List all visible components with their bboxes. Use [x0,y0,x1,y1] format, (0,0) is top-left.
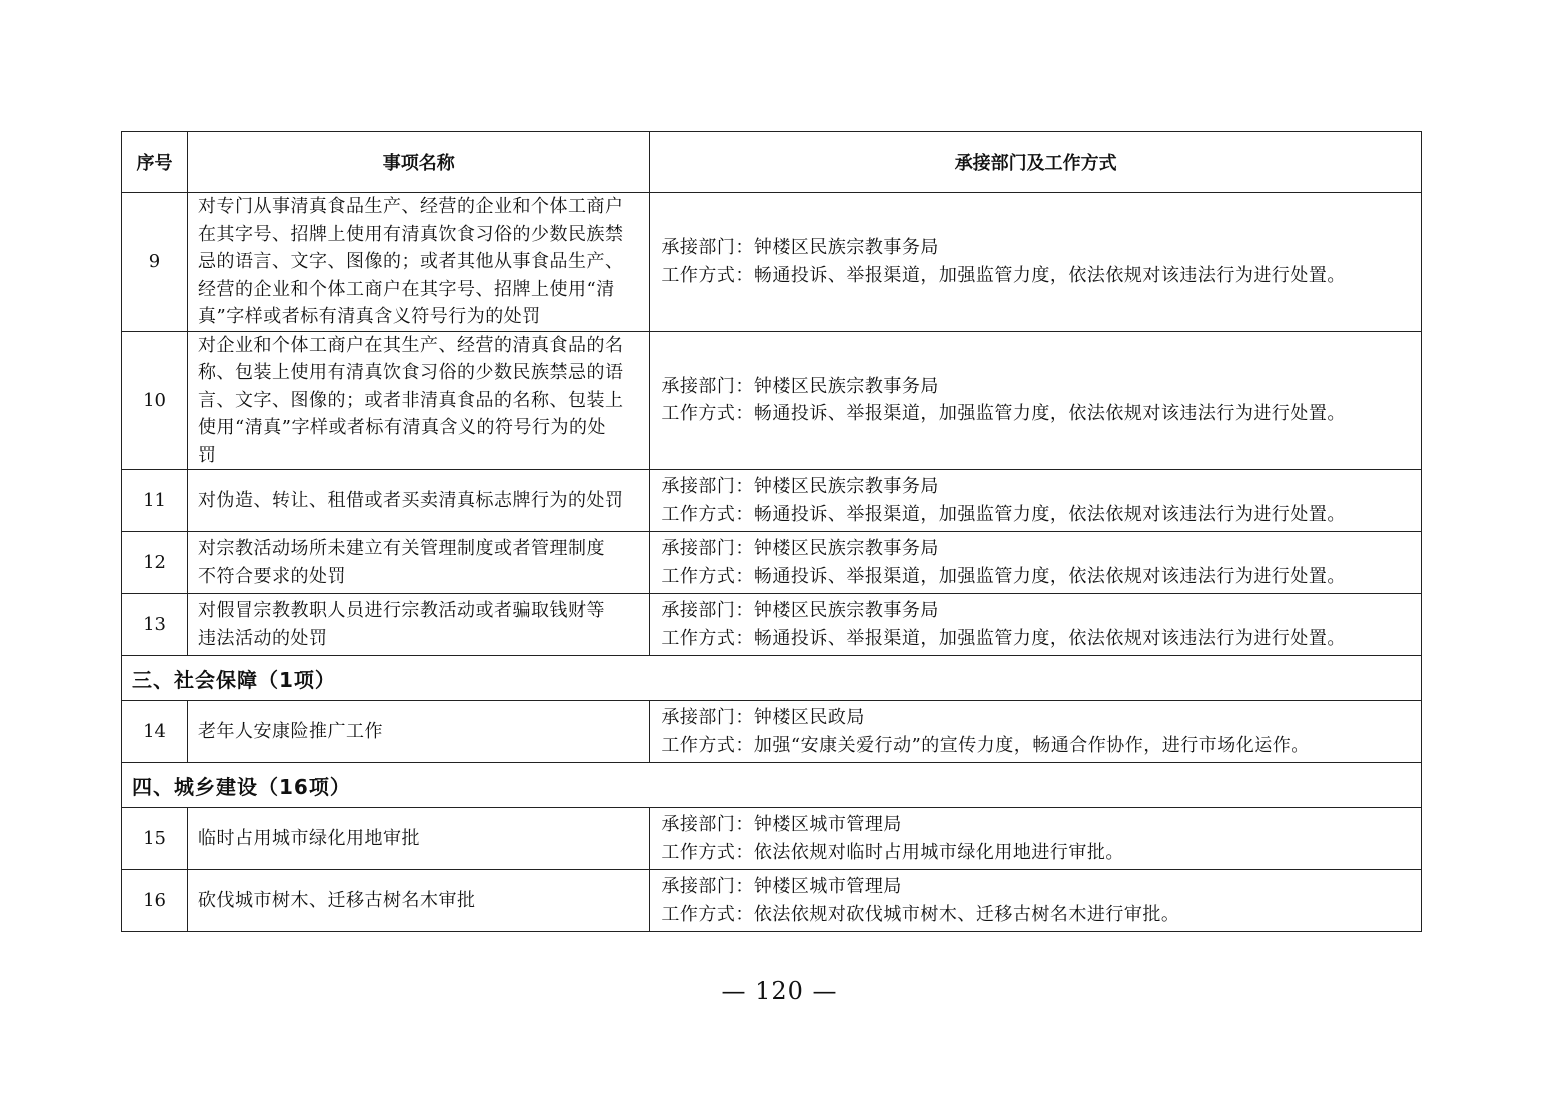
table-row [122,331,1422,470]
row-number: 16 [122,870,188,932]
method-text: 工作方式：畅通投诉、举报渠道，加强监管力度，依法依规对该违法行为进行处置。 [661,264,1346,286]
department-method [650,331,1422,470]
item-line: 忌的语言、文字、图像的；或者其他从事食品生产、 [198,251,624,272]
item-line: 对伪造、转让、租借或者买卖清真标志牌行为的处罚 [198,489,624,511]
table-row [122,532,1422,594]
item-line: 在其字号、招牌上使用有清真饮食习俗的少数民族禁 [198,223,624,245]
table-row [122,594,1422,656]
item-line: 罚 [198,444,217,466]
item-name [188,331,650,470]
department-method [650,808,1422,870]
item-line: 称、包装上使用有清真饮食习俗的少数民族禁忌的语 [198,362,624,383]
item-line: 临时占用城市绿化用地审批 [198,827,421,849]
method-text: 工作方式：依法依规对砍伐城市树木、迁移古树名木进行审批。 [661,903,1180,925]
item-line: 不符合要求的处罚 [198,565,347,587]
department-text: 承接部门：钟楼区民族宗教事务局 [661,237,939,259]
item-line: 经营的企业和个体工商户在其字号、招牌上使用“清 [198,278,615,300]
header-serial-number: 序号 [122,132,188,193]
item-name [188,193,650,332]
department-method [650,193,1422,332]
section-header-row [122,656,1422,701]
item-name [188,701,650,763]
section-header-row [122,763,1422,808]
department-text: 承接部门：钟楼区民族宗教事务局 [661,375,939,397]
section-title-urban-rural: 四、城乡建设（16项） [122,763,1422,808]
table-row [122,470,1422,532]
method-text: 工作方式：加强“安康关爱行动”的宣传力度，畅通合作协作，进行市场化运作。 [661,734,1310,756]
item-line: 违法活动的处罚 [198,627,328,649]
item-name [188,870,650,932]
item-name [188,808,650,870]
department-text: 承接部门：钟楼区城市管理局 [661,876,902,897]
row-number: 11 [122,470,188,532]
row-number: 14 [122,701,188,763]
row-number: 12 [122,532,188,594]
item-line: 言、文字、图像的；或者非清真食品的名称、包装上 [198,389,624,411]
department-method [650,470,1422,532]
department-text: 承接部门：钟楼区民政局 [661,707,865,728]
department-text: 承接部门：钟楼区民族宗教事务局 [661,538,939,559]
row-number: 15 [122,808,188,870]
section-title-social-security: 三、社会保障（1项） [122,656,1422,701]
item-line: 对宗教活动场所未建立有关管理制度或者管理制度 [198,538,606,559]
department-text: 承接部门：钟楼区城市管理局 [661,814,902,835]
item-line: 真”字样或者标有清真含义符号行为的处罚 [198,306,541,327]
department-text: 承接部门：钟楼区民族宗教事务局 [661,600,939,621]
method-text: 工作方式：畅通投诉、举报渠道，加强监管力度，依法依规对该违法行为进行处置。 [661,627,1346,649]
item-line: 砍伐城市树木、迁移古树名木审批 [198,889,476,911]
header-item-name: 事项名称 [188,132,650,193]
department-method [650,532,1422,594]
method-text: 工作方式：依法依规对临时占用城市绿化用地进行审批。 [661,841,1124,863]
table-row [122,193,1422,332]
item-line: 对专门从事清真食品生产、经营的企业和个体工商户 [198,196,624,217]
item-line: 对企业和个体工商户在其生产、经营的清真食品的名 [198,334,624,356]
department-text: 承接部门：钟楼区民族宗教事务局 [661,476,939,497]
method-text: 工作方式：畅通投诉、举报渠道，加强监管力度，依法依规对该违法行为进行处置。 [661,403,1346,425]
page-number: — 120 — [721,977,838,1005]
row-number: 9 [122,193,188,332]
table-row [122,701,1422,763]
header-department-method: 承接部门及工作方式 [650,132,1422,193]
row-number: 10 [122,331,188,470]
item-line: 对假冒宗教教职人员进行宗教活动或者骗取钱财等 [198,600,606,621]
item-line: 使用“清真”字样或者标有清真含义的符号行为的处 [198,417,606,438]
table-row [122,870,1422,932]
table-row [122,808,1422,870]
item-name [188,532,650,594]
department-method [650,594,1422,656]
matters-table [121,131,1422,932]
department-method [650,701,1422,763]
row-number: 13 [122,594,188,656]
table-header-row [122,132,1422,193]
department-method [650,870,1422,932]
item-name [188,470,650,532]
item-name [188,594,650,656]
method-text: 工作方式：畅通投诉、举报渠道，加强监管力度，依法依规对该违法行为进行处置。 [661,565,1346,587]
item-line: 老年人安康险推广工作 [198,720,384,742]
method-text: 工作方式：畅通投诉、举报渠道，加强监管力度，依法依规对该违法行为进行处置。 [661,503,1346,525]
